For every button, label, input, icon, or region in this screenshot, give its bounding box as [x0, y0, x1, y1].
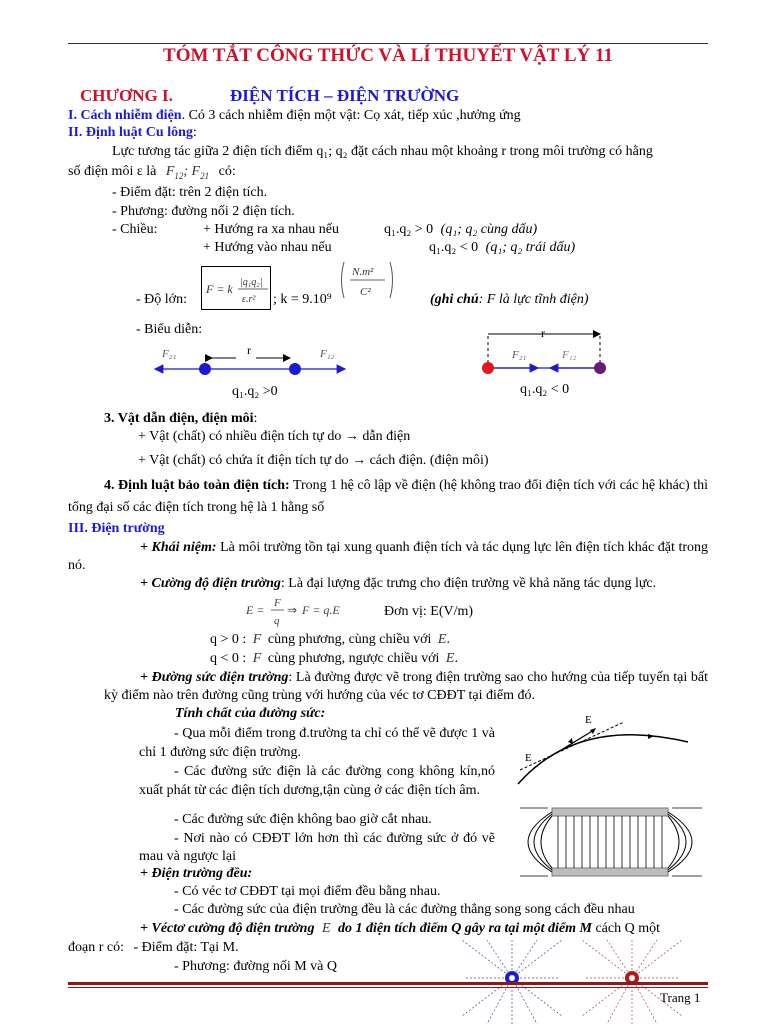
magnitude-label: - Độ lớn:: [136, 292, 187, 307]
svg-text:⇒: ⇒: [287, 603, 298, 617]
note: [430, 292, 589, 308]
section-4: [68, 475, 708, 519]
property-4: - Nơi nào có CĐĐT lớn hơn thì các đường sức ở đó vẽ mau và ngược lại: [139, 831, 495, 864]
field-lines-definition: [104, 669, 708, 705]
section-4-heading: 4. Định luật bảo toàn điện tích:: [104, 478, 290, 493]
section-1-heading: I. Cách nhiễm điện: [68, 108, 182, 123]
conductor-line: + Vật (chất) có nhiều điện tích tự do → dẫn điện: [138, 429, 411, 444]
field-intensity-label: + Cường độ điện trường: [140, 576, 281, 591]
point-charge-field-line: [140, 921, 660, 937]
svg-text:F₂₁: F₂₁: [512, 349, 527, 361]
represent-label: - Biểu diễn:: [136, 322, 203, 337]
positive-charge-rule: q > 0 : F cùng phương, cùng chiều với E.: [210, 632, 450, 647]
point-charge-field-label: + Véctơ cường độ điện trường: [140, 921, 315, 936]
chapter-number: CHƯƠNG I.: [80, 86, 173, 105]
coulomb-p2-end: có:: [218, 164, 236, 179]
point-charge-field-text: do 1 điện tích điểm Q gây ra tại một điểm M: [338, 921, 592, 936]
sense-repel-condition: [384, 222, 537, 238]
coulomb-formula-icon: [202, 267, 270, 309]
field-vector-symbol-3: E: [321, 921, 331, 936]
section-1-text: . Có 3 cách nhiễm điện một vật: Cọ xát, tiếp xúc ,hưởng ứng: [181, 108, 521, 123]
svg-text:F = q.E: F = q.E: [302, 603, 340, 617]
field-lines-label: + Đường sức điện trường: [140, 670, 289, 685]
svg-text:F₂₁: F₂₁: [162, 348, 177, 360]
line-of-action: - Phương: đường nối 2 điện tích.: [112, 204, 295, 219]
field-lines-text: : Là đường được vẽ trong điện trường sao cho hướng của tiếp tuyến tại bất kỳ điểm nào trên đường cũng trùng với hướng của véc tơ CĐĐT tại điểm đó.: [104, 670, 708, 703]
svg-text:q: q: [274, 615, 280, 627]
section-field-heading: III. Điện trường: [68, 521, 165, 536]
force-vector-symbol: F: [252, 632, 262, 647]
sense-attract-condition: [429, 240, 575, 256]
svg-text:r: r: [247, 343, 251, 357]
uniform-field-capacitor-figure: [512, 796, 708, 882]
field-line-properties-heading: Tính chất của đường sức:: [175, 706, 326, 721]
section-3-colon: :: [253, 411, 258, 426]
tangent-field-line-figure: [508, 708, 694, 790]
note-text: : F là lực tĩnh điện): [478, 292, 589, 307]
k-unit-icon: [338, 258, 396, 302]
section-3-heading: 3. Vật dẫn điện, điện môi: [104, 411, 254, 426]
svg-text:|q₁q₂|: |q₁q₂|: [240, 277, 263, 288]
sense-attract-cond: q₁.q₂ < 0: [429, 240, 479, 255]
coulomb-formula-box: [201, 266, 271, 310]
coulomb-paragraph-line2: [68, 164, 236, 181]
section-1: [68, 108, 521, 124]
field-concept: [68, 539, 708, 575]
field-vector-symbol-2: E: [445, 651, 455, 666]
sense-repel: + Hướng ra xa nhau nếu: [203, 222, 340, 237]
point-charge-direction: - Phương: đường nối M và Q: [174, 959, 337, 974]
repulsion-diagram: [150, 340, 350, 380]
svg-text:E =: E =: [246, 603, 265, 617]
header-rule: [68, 43, 708, 44]
page-number: Trang 1: [660, 990, 701, 1005]
property-1: - Qua mỗi điểm trong đ.trường ta chỉ có thể vẽ được 1 và chỉ 1 đường sức điện trường.: [139, 726, 495, 760]
footer-rule: [68, 982, 708, 985]
k-value: ; k = 9.10⁹: [273, 292, 332, 307]
sense-repel-cond: q₁.q₂ > 0: [384, 222, 434, 237]
dielectric-line: + Vật (chất) có chứa ít điện tích tự do → cách điện. (điện môi): [138, 453, 489, 468]
qneg-text: cùng phương, ngược chiều với: [267, 651, 440, 666]
point-charge-application: - Điểm đặt: Tại M.: [133, 940, 239, 955]
force-symbols-formula: $F_{12}$; $F_{21}$: [165, 164, 210, 181]
attraction-diagram: [478, 322, 608, 380]
qpos-label: q > 0 :: [210, 632, 247, 647]
uniform-field-heading: + Điện trường đều:: [140, 866, 253, 881]
chapter-name: ĐIỆN TÍCH – ĐIỆN TRƯỜNG: [230, 86, 460, 105]
repulsion-caption: q₁.q₂ >0: [232, 384, 278, 399]
svg-text:F: F: [274, 597, 281, 609]
svg-text:E: E: [585, 714, 592, 726]
sense-attract: + Hướng vào nhau nếu: [203, 240, 332, 255]
point-charge-distance: đoạn r có:: [68, 940, 124, 955]
svg-text:F₁₂: F₁₂: [320, 348, 335, 360]
svg-text:E: E: [525, 752, 532, 764]
field-unit: Đơn vị: E(V/m): [384, 604, 474, 619]
sense-attract-note: (q₁; q₂ trái dấu): [485, 240, 576, 255]
qneg-label: q < 0 :: [210, 651, 247, 666]
page-title: TÓM TẮT CÔNG THỨC VÀ LÍ THUYẾT VẬT LÝ 11: [163, 45, 613, 66]
field-intensity: [140, 576, 656, 592]
point-charge-field-tail: cách Q một: [591, 921, 660, 936]
uniform-field-2: - Các đường sức của điện trường đều là các đường thẳng song song cách đều nhau: [174, 902, 635, 917]
svg-text:r: r: [541, 326, 545, 340]
field-intensity-text: : Là đại lượng đặc trưng cho điện trường về khả năng tác dụng lực.: [280, 576, 657, 591]
footer-rule-thin: [68, 987, 708, 988]
svg-text:N.m²: N.m²: [352, 266, 374, 278]
note-label: (ghi chú: [430, 292, 479, 307]
uniform-field-1: - Có véc tơ CĐĐT tại mọi điểm đều bằng nhau.: [174, 884, 441, 899]
field-vector-symbol: E: [437, 632, 447, 647]
svg-text:C²: C²: [360, 286, 371, 298]
sense-repel-note: (q₁; q₂ cùng dấu): [440, 222, 538, 237]
coulomb-paragraph-line1: Lực tương tác giữa 2 điện tích điểm q₁; q₂ đặt cách nhau một khoảng r trong môi trường có hằng: [112, 144, 653, 159]
section-4-text: Trong 1 hệ cô lập về điện (hệ không trao đổi điện tích với các hệ khác) thì tổng đại số các điện tích trong hệ là 1 hằng số: [68, 478, 708, 515]
svg-text:ε.r²: ε.r²: [242, 294, 256, 305]
point-charge-field-line-2: [68, 940, 239, 956]
qpos-text: cùng phương, cùng chiều với: [267, 632, 432, 647]
section-3-heading-line: [104, 411, 257, 427]
field-concept-label: + Khái niệm:: [140, 540, 217, 555]
property-3: - Các đường sức điện không bao giờ cắt nhau.: [174, 812, 432, 827]
coulomb-p2-text: số điện môi ε là: [68, 164, 157, 179]
attraction-caption: q₁.q₂ < 0: [520, 382, 570, 397]
property-2: - Các đường sức điện là các đường cong không kín,nó xuất phát từ các điện tích dương,tận cùng ở các điện tích âm.: [139, 764, 495, 798]
section-2-colon: :: [192, 125, 197, 140]
svg-text:F₁₂: F₁₂: [562, 349, 577, 361]
force-vector-symbol-2: F: [252, 651, 262, 666]
section-2-heading-line: [68, 125, 197, 141]
svg-text:F = k: F = k: [206, 282, 233, 296]
section-2-heading: II. Định luật Cu lông: [68, 125, 193, 140]
point-of-application: - Điểm đặt: trên 2 điện tích.: [112, 185, 268, 200]
field-formula-icon: [244, 594, 354, 630]
sense-label: - Chiều:: [112, 222, 158, 237]
field-concept-text: Là môi trường tồn tại xung quanh điện tích và tác dụng lực lên điện tích khác đặt trong nó.: [68, 540, 708, 573]
negative-charge-rule: q < 0 : F cùng phương, ngược chiều với E.: [210, 651, 458, 666]
